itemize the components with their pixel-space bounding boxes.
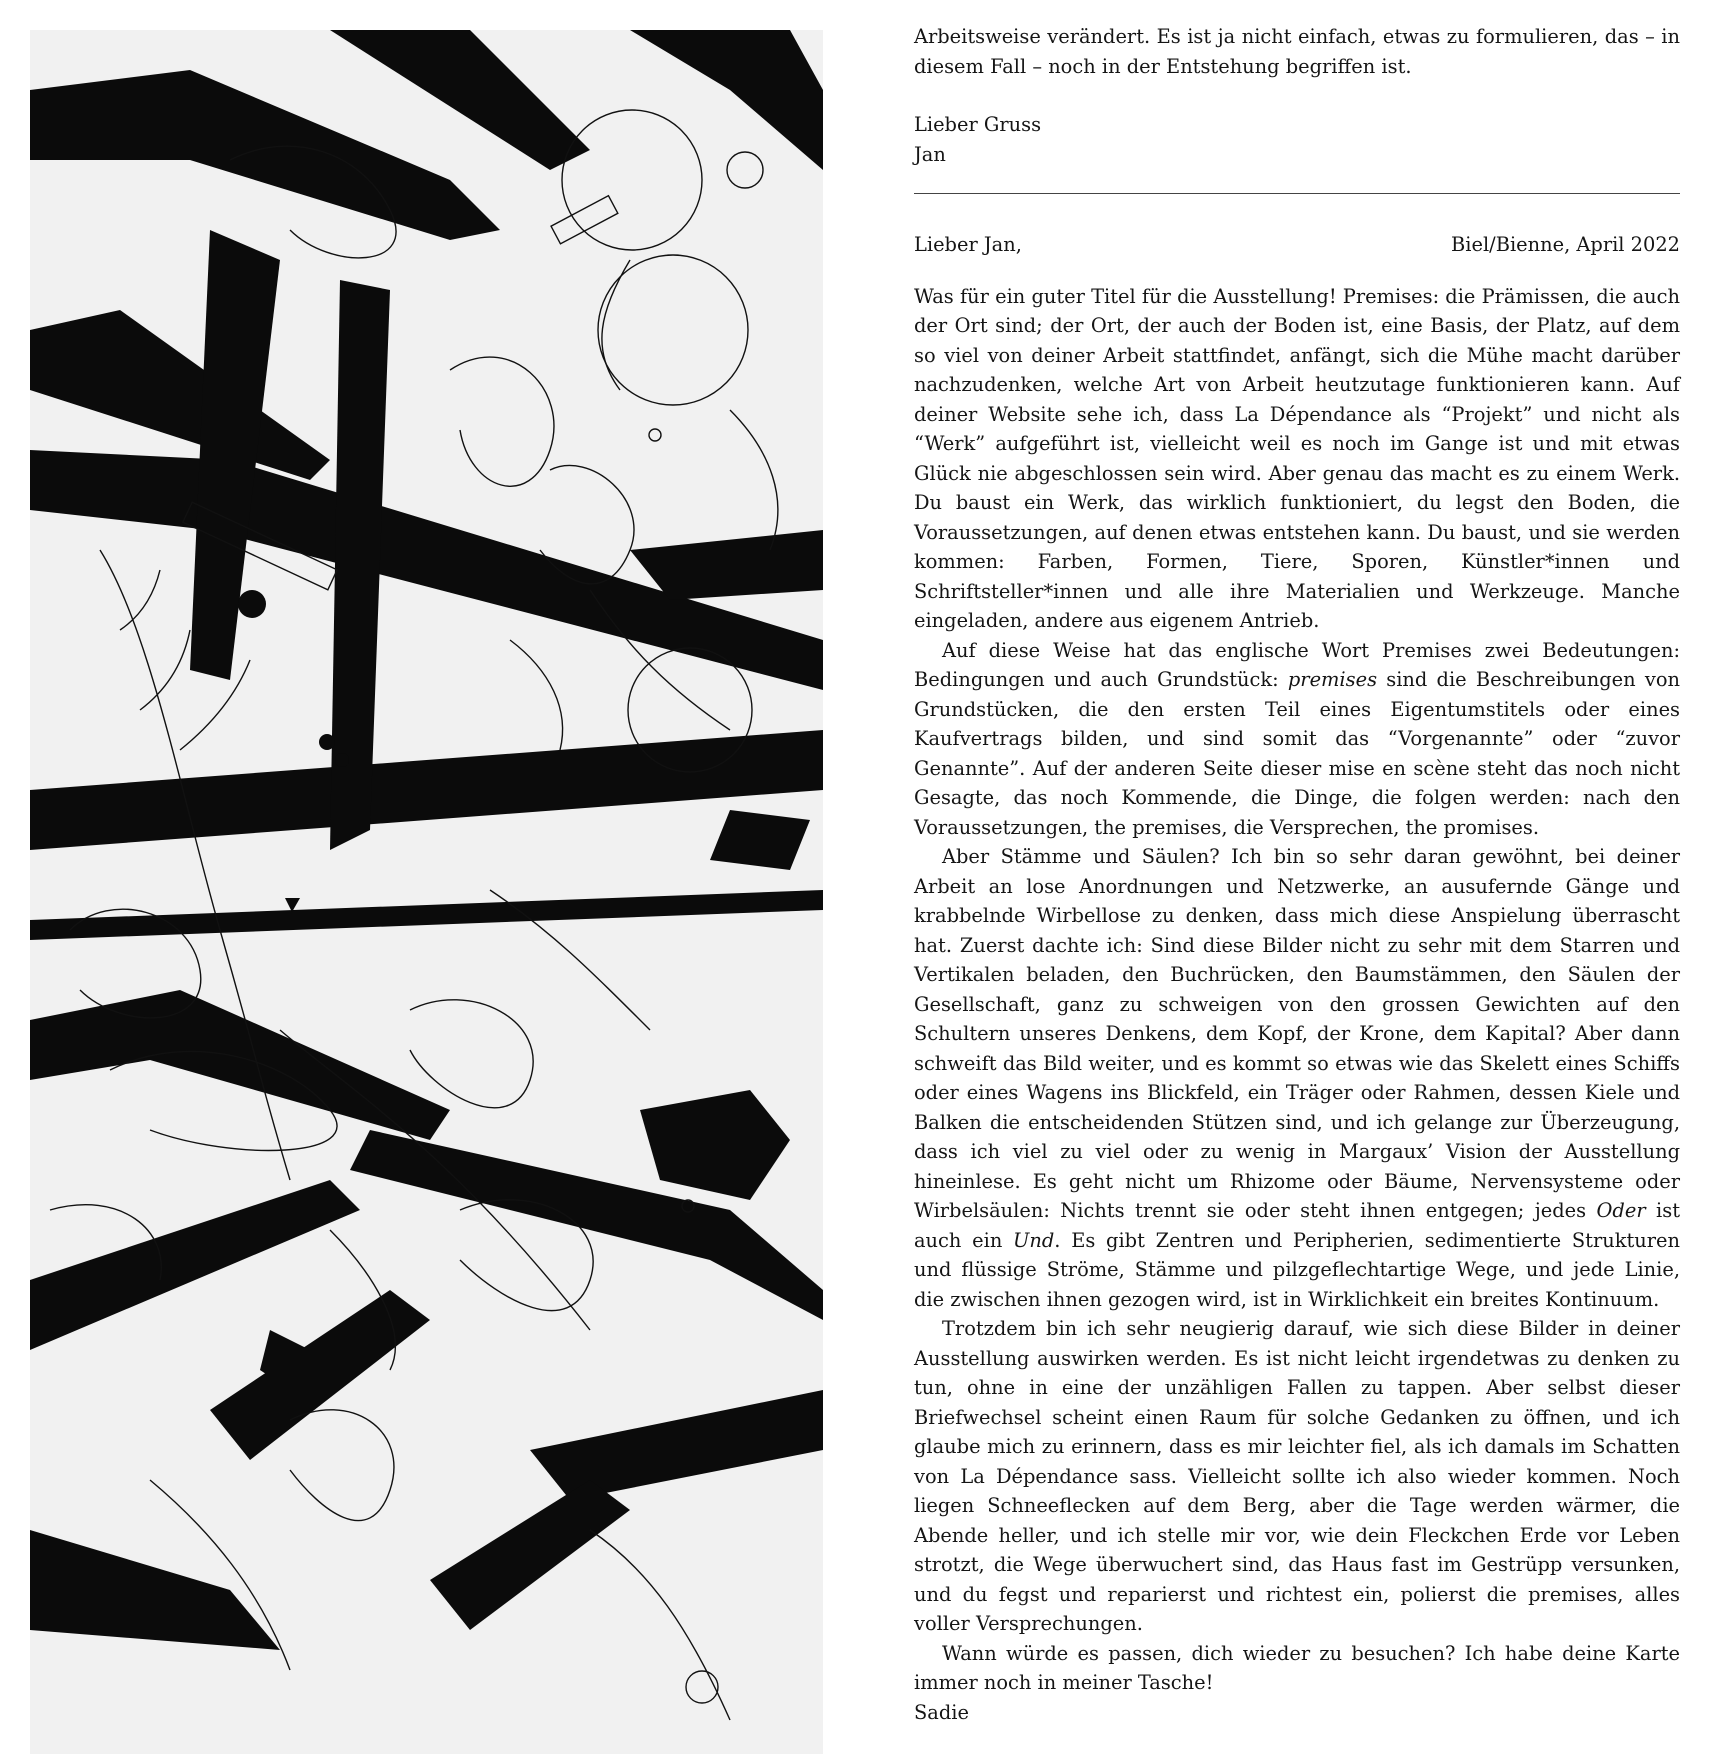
letter-header	[914, 230, 1680, 260]
letter-paragraph-4: Trotzdem bin ich sehr neugierig darauf, wie sich diese Bilder in deiner Ausstellung auswirken werden. Es ist nicht leicht irgendetwas zu denken zu tun, ohne in eine der unzähligen Fallen zu tappen. Aber selbst dieser Briefwechsel scheint einen Raum für solche Gedanken zu öffnen, und ich glaube mich zu erinnern, dass es mir leichter fiel, als ich damals im Schatten von La Dépendance sass. Vielleicht sollte ich also wieder kommen. Noch liegen Schneeflecken auf dem Berg, aber die Tage werden wärmer, die Abende heller, und ich stelle mir vor, wie dein Fleckchen Erde vor Leben strotzt, die Wege überwuchert sind, das Haus fast im Gestrüpp versunken, und du fegst und reparierst und richtest ein, polierst die premises, alles voller Versprechungen.	[914, 1317, 1680, 1635]
previous-letter-signature: Jan	[914, 142, 946, 166]
ink-drawing-svg	[30, 30, 823, 1754]
paragraph-2-text-b: sind die Beschreibungen von Grundstücken, die den ersten Teil eines Eigentumstitels oder eines Kaufvertrags bilden, und sind somit das “Vorgenannte” oder “zuvor Genannte”. Auf der anderen Seite dieser mise en scène steht das noch nicht Gesagte, das noch Kommende, die Dinge, die folgen werden: nach den Voraussetzungen, the premises, die Versprechen, the promises.	[914, 668, 1680, 839]
spacer	[914, 81, 1680, 110]
paragraph-3-italic-und: Und	[1013, 1228, 1055, 1252]
previous-letter-closing-paragraph: Arbeitsweise verändert. Es ist ja nicht einfach, etwas zu formulieren, das – in diesem Fall – noch in der Entstehung begriffen ist.	[914, 25, 1680, 78]
paragraph-3-text-a: Aber Stämme und Säulen? Ich bin so sehr daran gewöhnt, bei deiner Arbeit an lose Anordnungen und Netzwerke, an ausufernde Gänge und krabbelnde Wirbellose zu denken, dass mich diese Anspielung überrascht hat. Zuerst dachte ich: Sind diese Bilder nicht zu sehr mit dem Starren und Vertikalen beladen, den Buchrücken, den Baumstämmen, den Säulen der Gesellschaft, ganz zu schweigen von den grossen Gewichten auf den Schultern unseres Denkens, dem Kopf, der Krone, dem Kapital? Aber dann schweift das Bild weiter, und es kommt so etwas wie das Skelett eines Schiffs oder eines Wagens ins Blickfeld, ein Träger oder Rahmen, dessen Kiele und Balken die entscheidenden Stützen sind, und ich gelange zur Überzeugung, dass ich viel zu viel oder zu wenig in Margaux’ Vision der Ausstellung hineinlese. Es geht nicht um Rhizome oder Bäume, Nervensysteme oder Wirbelsäulen: Nichts trennt sie oder steht ihnen entgegen; jedes	[914, 845, 1680, 1222]
letter-salutation: Lieber Jan,	[914, 233, 1022, 256]
letter-paragraph-1: Was für ein guter Titel für die Ausstellung! Premises: die Prämissen, die auch der Ort sind; der Ort, der auch der Boden ist, eine Basis, der Platz, auf dem so viel von deiner Arbeit stattfindet, anfängt, sich die Mühe macht darüber nachzudenken, welche Art von Arbeit heutzutage funktionieren kann. Auf deiner Website sehe ich, dass La Dépendance als “Projekt” und nicht als “Werk” aufgeführt ist, vielleicht weil es noch im Gange ist und mit etwas Glück nie abgeschlossen sein wird. Aber genau das macht es zu einem Werk. Du baust ein Werk, das wirklich funktioniert, du legst den Boden, die Voraussetzungen, auf denen etwas entstehen kann. Du baust, und sie werden kommen: Farben, Formen, Tiere, Sporen, Künstler*innen und Schriftsteller*innen und alle ihre Materialien und Werkzeuge. Manche eingeladen, andere aus eigenem Antrieb.	[914, 284, 1680, 632]
letter-paragraph-2	[914, 636, 1680, 843]
previous-letter-greeting: Lieber Gruss	[914, 113, 1042, 136]
letter-divider	[914, 193, 1680, 194]
paragraph-2-text-a: Auf diese Weise hat das englische Wort Premises zwei Bedeutungen: Bedingungen und auch Grundstück:	[914, 638, 1680, 691]
paragraph-2-italic-premises: premises	[1287, 668, 1378, 691]
paragraph-3-italic-oder: Oder	[1596, 1199, 1646, 1222]
letter-place-date: Biel/Bienne, April 2022	[1451, 233, 1680, 256]
letter-signature: Sadie	[914, 1700, 969, 1724]
letter-paragraph-3	[914, 842, 1680, 1314]
paragraph-3-text-b: ist auch ein	[914, 1199, 1680, 1252]
ink-drawing-artwork	[30, 30, 823, 1754]
letter-column	[914, 22, 1680, 1727]
paragraph-3-text-c: . Es gibt Zentren und Peripherien, sedimentierte Strukturen und flüssige Ströme, Stämme und pilzgeflechtartige Wege, und jede Linie, die zwischen ihnen gezogen wird, ist in Wirklichkeit ein breites Kontinuum.	[914, 1228, 1680, 1311]
letter-paragraph-5: Wann würde es passen, dich wieder zu besuchen? Ich habe deine Karte immer noch in meiner Tasche!	[914, 1641, 1680, 1694]
